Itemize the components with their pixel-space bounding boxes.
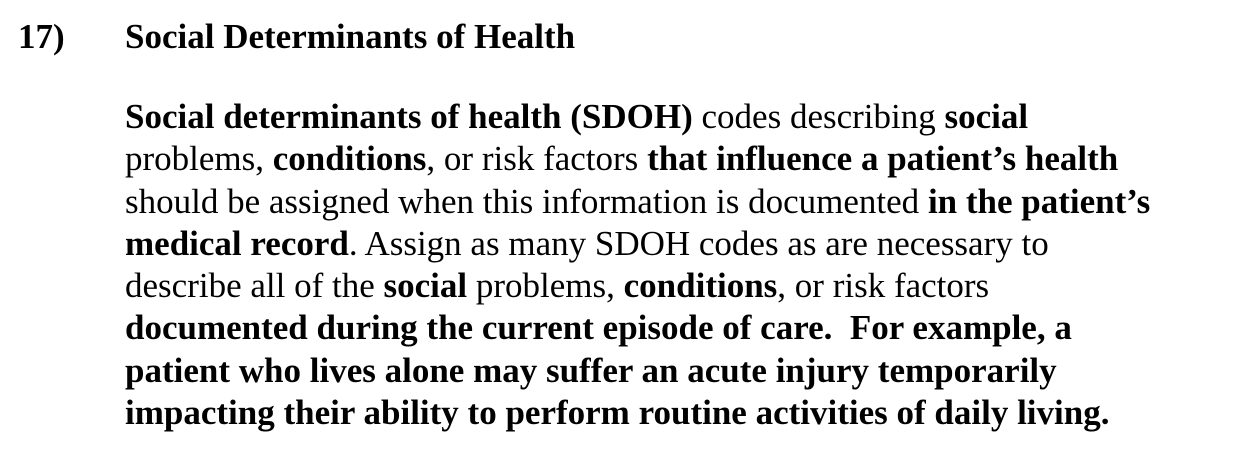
section-heading — [0, 14, 1238, 60]
text-run: codes describing — [692, 97, 945, 136]
text-run: , or risk factors — [777, 266, 990, 306]
section-title: Social Determinants of Health — [125, 17, 576, 56]
paragraph-line-8 — [125, 392, 1230, 434]
paragraph-line-6 — [125, 307, 1230, 349]
paragraph-line-5 — [125, 265, 1230, 307]
text-run: that influence a patient’s health — [647, 139, 1119, 179]
text-run: documented during the current episode of care. For example, a — [125, 308, 1072, 348]
text-run: . Assign as many SDOH codes as are necessary to — [348, 223, 1049, 263]
paragraph-line-4 — [125, 223, 1230, 265]
text-run: , or risk factors — [426, 139, 648, 179]
sdoh-paragraph — [125, 96, 1230, 434]
paragraph-line-7 — [125, 350, 1230, 392]
text-run: conditions — [272, 139, 427, 179]
section-number: 17) — [18, 17, 65, 56]
text-run: Social determinants of health (SDOH) — [125, 97, 693, 136]
paragraph-line-1 — [125, 96, 1230, 138]
paragraph-line-3 — [125, 181, 1230, 223]
text-run: social — [944, 97, 1029, 136]
text-run: should be assigned when this information is documented — [125, 181, 928, 221]
text-run: conditions — [623, 266, 778, 306]
paragraph-line-2 — [125, 138, 1230, 180]
text-run: patient who lives alone may suffer an acute injury temporarily — [125, 350, 1057, 390]
text-run: problems, — [467, 266, 624, 306]
text-run: problems, — [125, 139, 273, 179]
text-run: impacting their ability to perform routine activities of daily living. — [125, 393, 1110, 433]
text-run: medical record — [125, 223, 349, 263]
text-run: describe all of the — [125, 266, 384, 306]
text-run: in the patient’s — [927, 181, 1151, 221]
text-run: social — [383, 266, 468, 306]
